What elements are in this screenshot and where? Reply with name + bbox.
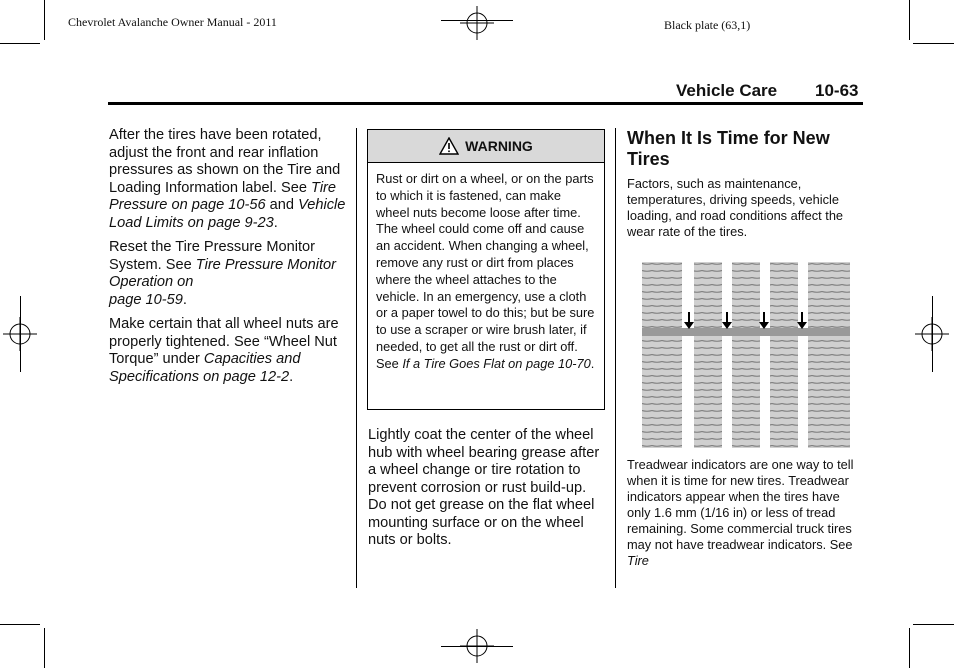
- warning-triangle-icon: [439, 137, 459, 155]
- crop-mark: [913, 43, 954, 44]
- cross-reference: Vehicle Load Limits on page 9-23: [109, 197, 346, 231]
- cross-reference: If a Tire Goes Flat on page 10-70: [402, 355, 591, 371]
- crop-mark: [20, 296, 21, 372]
- paragraph-reset-tpms: Reset the Tire Pressure Monitor System. See Tire Pressure Monitor Operation on page 10-59.: [109, 239, 336, 308]
- cross-reference: Tire Pressure Monitor Operation on: [109, 256, 336, 290]
- warning-box: [367, 129, 605, 410]
- crop-mark: [909, 0, 910, 40]
- manual-title: Chevrolet Avalanche Owner Manual - 2011: [68, 15, 277, 29]
- registration-mark-icon: [460, 629, 494, 663]
- crop-mark: [44, 628, 45, 668]
- paragraph-rotation: After the tires have been rotated, adjust the front and rear inflation pressures as shown on the Tire and Loading Information label. See Tire Pressure on page 10-56 and Vehicle Load Limits on page 9-23.: [109, 127, 346, 231]
- cross-reference: Capacities and Specifications on page 12-2: [109, 351, 301, 385]
- column-divider: [356, 128, 357, 588]
- warning-body: Rust or dirt on a wheel, or on the parts to which it is fastened, can make wheel nuts become loose after time. The wheel could come off and cause an accident. When changing a wheel, remove any rust or dirt from places where the wheel attaches to the vehicle. In an emergency, use a cloth or a paper towel to do this; but be sure to use a scraper or wire brush later, if needed, to get all the rust or dirt off. See If a Tire Goes Flat on page 10-70.: [376, 171, 595, 371]
- hub-grease-paragraph: Lightly coat the center of the wheel hub with wheel bearing grease after a wheel change or tire rotation to prevent corrosion or rust build-up. Do not get grease on the flat wheel mounting surface or on the wheel nuts or bolts.: [368, 427, 600, 548]
- crop-mark: [932, 296, 933, 372]
- wear-factors-paragraph: Factors, such as maintenance, temperatures, driving speeds, vehicle loading, and road conditions affect the wear rate of the tires.: [627, 176, 844, 239]
- plate-label: Black plate (63,1): [664, 18, 751, 32]
- crop-mark: [44, 0, 45, 40]
- crop-mark: [909, 628, 910, 668]
- registration-mark-icon: [460, 6, 494, 40]
- cross-reference: page 10-59: [109, 291, 183, 308]
- column-divider: [615, 128, 616, 588]
- warning-header: [368, 130, 604, 163]
- section-title: Vehicle Care: [676, 81, 778, 100]
- header-rule: [108, 102, 863, 105]
- crop-mark: [0, 43, 40, 44]
- page-number: 10-63: [815, 81, 859, 100]
- cross-reference: Tire: [627, 553, 649, 568]
- treadwear-paragraph: Treadwear indicators are one way to tell when it is time for new tires. Treadwear indicators appear when the tires have only 1.6 mm (1/16 in) or less of tread remaining. Some commercial truck tires may not have treadwear indicators. See Tire: [627, 457, 854, 568]
- crop-mark: [913, 624, 954, 625]
- paragraph-wheel-nuts: Make certain that all wheel nuts are properly tightened. See “Wheel Nut Torque” under Capacities and Specifications on page 12-2.: [109, 316, 339, 385]
- subsection-title: When It Is Time for New Tires: [627, 128, 830, 169]
- column-1: [109, 127, 349, 393]
- warning-label: WARNING: [465, 138, 533, 154]
- crop-mark: [0, 624, 40, 625]
- cross-reference: Tire Pressure on page 10-56: [109, 179, 337, 213]
- treadwear-indicator-illustration: [642, 262, 850, 448]
